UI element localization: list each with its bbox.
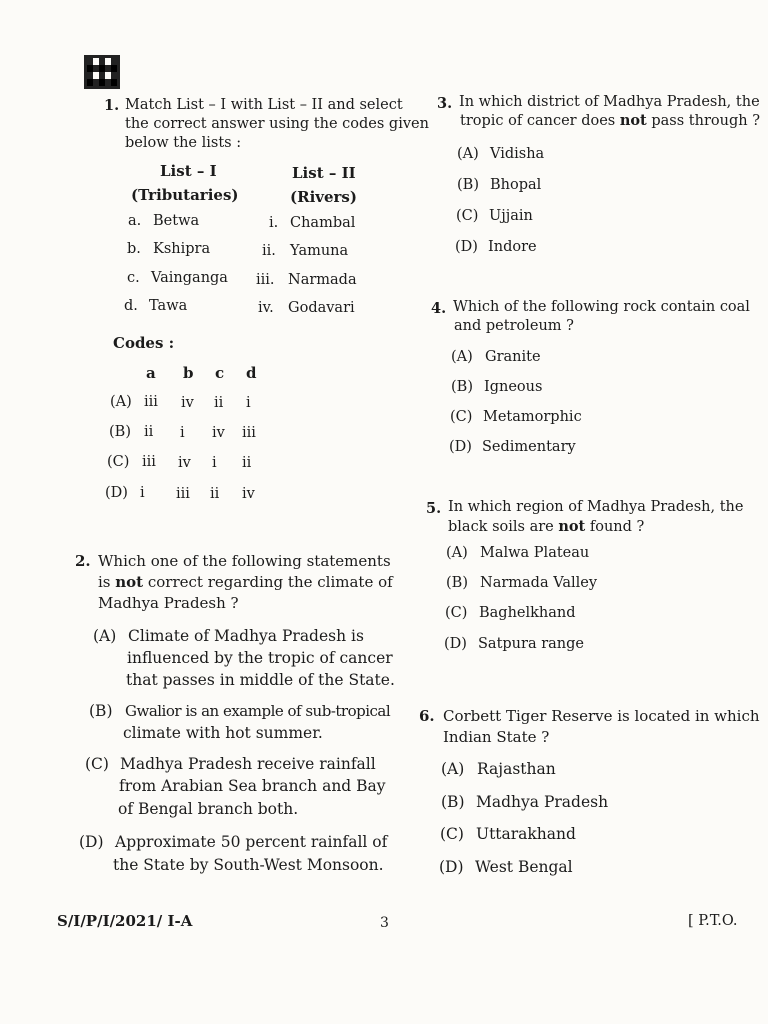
question-stem-line: Match List – I with List – II and select xyxy=(125,97,403,113)
option-text-line: Madhya Pradesh receive rainfall xyxy=(120,755,376,773)
code-option-label: (C) xyxy=(107,454,130,470)
option-label: (C) xyxy=(456,208,479,224)
list2-subtitle: (Rivers) xyxy=(290,188,357,206)
code-value: iv xyxy=(212,425,225,441)
list1-subtitle: (Tributaries) xyxy=(131,186,239,204)
option-text-line: influenced by the tropic of cancer xyxy=(127,649,393,667)
list2-key: iii. xyxy=(256,272,275,288)
list2-item: Godavari xyxy=(288,300,355,316)
qr-code-icon xyxy=(84,55,120,89)
question-stem-line: is not correct regarding the climate of xyxy=(98,573,393,591)
option-label: (C) xyxy=(85,755,109,773)
question-stem-line: tropic of cancer does not pass through ? xyxy=(460,112,760,129)
paper-code: S/I/P/I/2021/ I-A xyxy=(57,912,193,930)
option-text-line: from Arabian Sea branch and Bay xyxy=(119,777,386,795)
code-value: iii xyxy=(242,425,256,441)
code-header: d xyxy=(246,364,257,382)
option-text-line: of Bengal branch both. xyxy=(118,800,299,818)
option-text-line: Gwalior is an example of sub-tropical xyxy=(125,702,391,720)
code-value: ii xyxy=(144,424,154,440)
option-text: Sedimentary xyxy=(482,439,576,455)
question-stem-line: Which one of the following statements xyxy=(98,552,391,570)
question-stem-line: Madhya Pradesh ? xyxy=(98,594,239,612)
question-stem-line: the correct answer using the codes given xyxy=(125,116,429,132)
list2-item: Chambal xyxy=(290,215,356,231)
code-option-label: (B) xyxy=(109,424,131,440)
list1-item: Vainganga xyxy=(151,270,228,286)
list1-key: c. xyxy=(127,270,140,286)
list2-key: ii. xyxy=(262,243,276,259)
option-text: Vidisha xyxy=(490,146,545,162)
option-label: (A) xyxy=(446,545,468,561)
code-option-label: (D) xyxy=(105,485,128,501)
option-text: Baghelkhand xyxy=(479,605,576,621)
code-option-label: (A) xyxy=(110,394,132,410)
code-header: b xyxy=(183,364,194,382)
list1-item: Betwa xyxy=(153,213,200,229)
option-text: Bhopal xyxy=(490,177,542,193)
option-text-line: Approximate 50 percent rainfall of xyxy=(115,833,388,851)
option-text: Satpura range xyxy=(478,636,584,652)
code-value: iii xyxy=(144,394,158,410)
option-label: (B) xyxy=(89,702,113,720)
list1-title: List – I xyxy=(160,162,217,180)
option-label: (A) xyxy=(93,627,117,645)
question-number: 6. xyxy=(419,707,435,725)
option-label: (B) xyxy=(446,575,468,591)
option-text: Madhya Pradesh xyxy=(476,793,609,811)
option-text: Igneous xyxy=(484,379,543,395)
option-label: (C) xyxy=(440,825,464,843)
option-label: (B) xyxy=(457,177,479,193)
option-label: (C) xyxy=(450,409,473,425)
option-text: Narmada Valley xyxy=(480,575,598,591)
question-stem-line: black soils are not found ? xyxy=(448,518,645,535)
option-label: (D) xyxy=(79,833,104,851)
option-label: (B) xyxy=(441,793,465,811)
pto-marker: [ P.T.O. xyxy=(688,913,738,929)
question-number: 5. xyxy=(426,500,442,517)
question-stem-line: below the lists : xyxy=(125,135,242,151)
code-value: ii xyxy=(242,455,252,471)
code-value: ii xyxy=(210,486,220,502)
option-label: (D) xyxy=(449,439,472,455)
option-text: Indore xyxy=(488,239,537,255)
code-header: c xyxy=(215,364,225,382)
option-text: Ujjain xyxy=(489,208,533,224)
option-label: (D) xyxy=(455,239,478,255)
option-label: (A) xyxy=(441,760,465,778)
question-stem-line: and petroleum ? xyxy=(454,318,574,334)
code-value: ii xyxy=(214,395,224,411)
question-stem-line: Corbett Tiger Reserve is located in which xyxy=(443,707,760,725)
codes-label: Codes : xyxy=(113,334,175,352)
code-header: a xyxy=(146,364,156,382)
list1-item: Kshipra xyxy=(153,241,211,257)
list1-key: b. xyxy=(127,241,141,257)
question-stem-line: In which region of Madhya Pradesh, the xyxy=(448,499,744,515)
question-stem-line: In which district of Madhya Pradesh, the xyxy=(459,94,760,110)
option-text: Rajasthan xyxy=(477,760,556,778)
question-number: 1. xyxy=(104,97,120,114)
list2-key: i. xyxy=(269,215,279,231)
option-label: (C) xyxy=(445,605,468,621)
option-text: West Bengal xyxy=(475,858,573,876)
question-number: 2. xyxy=(75,552,91,570)
option-text: Granite xyxy=(485,349,541,365)
question-number: 4. xyxy=(431,300,447,317)
option-text-line: climate with hot summer. xyxy=(123,724,323,742)
list2-title: List – II xyxy=(292,164,356,182)
option-label: (A) xyxy=(451,349,473,365)
option-label: (D) xyxy=(444,636,467,652)
code-value: iv xyxy=(242,486,255,502)
option-text: Malwa Plateau xyxy=(480,545,590,561)
list1-key: a. xyxy=(128,213,142,229)
option-text-line: the State by South-West Monsoon. xyxy=(113,856,384,874)
list2-item: Narmada xyxy=(288,272,357,288)
option-label: (B) xyxy=(451,379,473,395)
question-stem-line: Which of the following rock contain coal xyxy=(453,299,750,315)
option-label: (A) xyxy=(457,146,479,162)
list1-item: Tawa xyxy=(149,298,188,314)
page-number: 3 xyxy=(380,915,389,931)
code-value: i xyxy=(212,455,217,471)
question-stem-line: Indian State ? xyxy=(443,728,550,746)
option-label: (D) xyxy=(439,858,464,876)
code-value: iv xyxy=(178,455,191,471)
question-number: 3. xyxy=(437,95,453,112)
option-text: Metamorphic xyxy=(483,409,582,425)
option-text-line: Climate of Madhya Pradesh is xyxy=(128,627,364,645)
list1-key: d. xyxy=(124,298,138,314)
code-value: iii xyxy=(142,454,156,470)
option-text: Uttarakhand xyxy=(476,825,576,843)
code-value: i xyxy=(246,395,251,411)
list2-item: Yamuna xyxy=(290,243,349,259)
code-value: i xyxy=(140,485,145,501)
code-value: i xyxy=(180,425,185,441)
list2-key: iv. xyxy=(258,300,274,316)
code-value: iii xyxy=(176,486,190,502)
option-text-line: that passes in middle of the State. xyxy=(126,671,395,689)
code-value: iv xyxy=(181,395,194,411)
